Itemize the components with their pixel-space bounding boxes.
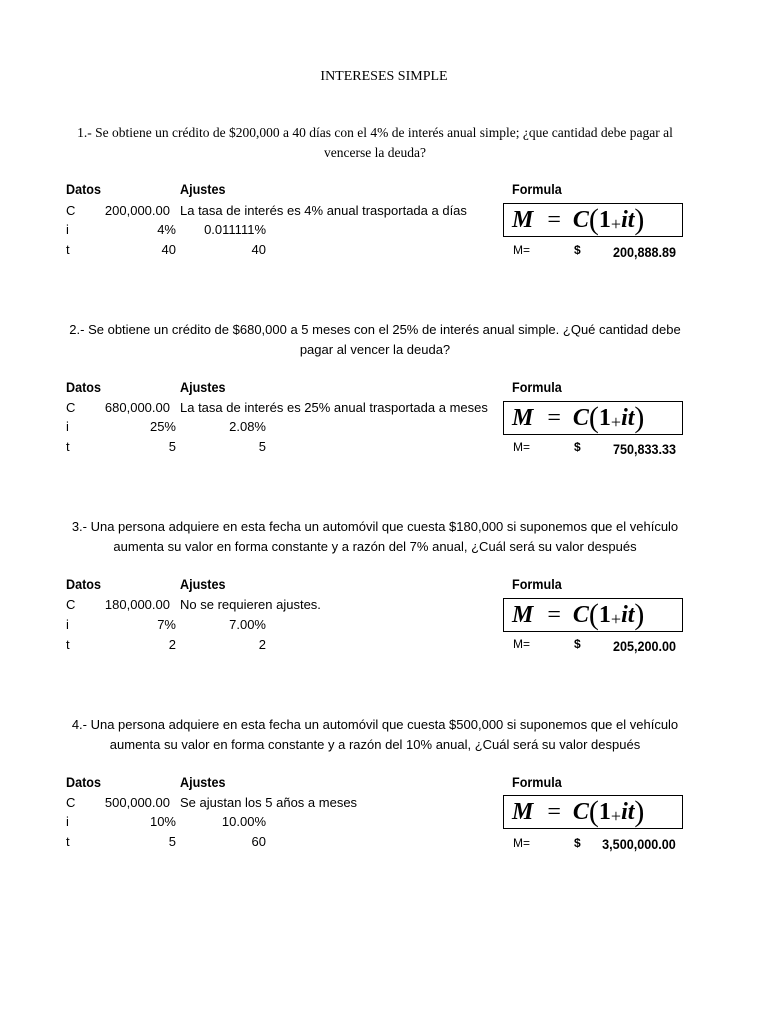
datos-header: Datos	[66, 576, 102, 592]
problem-question: 2.- Se obtiene un crédito de $680,000 a 5 meses con el 25% de interés anual simple. ¿Qué cantidad debe pagar al vencer la deuda?	[69, 322, 681, 357]
formula-equals: =	[547, 207, 561, 233]
row-label: i	[66, 419, 69, 434]
formula-M: M	[512, 207, 534, 233]
row-adjust: 10.00%	[221, 814, 266, 829]
ajustes-header: Ajustes	[180, 181, 226, 197]
formula-one: 1	[598, 799, 611, 825]
row-label: i	[66, 617, 69, 632]
row-value: 200,000.00	[104, 203, 170, 218]
row-adjust: La tasa de interés es 4% anual trasportada a días	[180, 203, 467, 218]
formula-header: Formula	[512, 379, 562, 395]
problem-question: 3.- Una persona adquiere en esta fecha un automóvil que cuesta $180,000 si suponemos que el vehículo aumenta su valor en forma constante y a razón del 7% anual, ¿Cuál será su valor después	[71, 519, 679, 554]
formula-one: 1	[598, 405, 611, 431]
formula-C: C	[572, 207, 589, 233]
formula-it: it	[621, 799, 635, 825]
formula-box: M = C(1+it)	[503, 598, 683, 632]
row-label: i	[66, 814, 69, 829]
row-label: t	[66, 439, 70, 454]
formula-plus: +	[610, 806, 622, 826]
row-label: t	[66, 242, 70, 257]
formula-it: it	[621, 405, 635, 431]
formula-C: C	[572, 602, 589, 628]
row-adjust: Se ajustan los 5 años a meses	[180, 795, 358, 810]
currency-symbol: $	[574, 440, 581, 454]
formula-M: M	[512, 799, 534, 825]
formula-C: C	[572, 799, 589, 825]
formula-plus: +	[610, 412, 622, 432]
row-adjust: La tasa de interés es 25% anual trasportada a meses	[180, 400, 488, 415]
row-label: C	[66, 400, 76, 415]
m-label: M=	[513, 637, 531, 651]
formula-header: Formula	[512, 774, 562, 790]
currency-symbol: $	[574, 836, 581, 850]
result-value: 750,833.33	[612, 441, 676, 457]
row-adjust: 7.00%	[229, 617, 266, 632]
row-adjust: 60	[251, 834, 266, 849]
ajustes-header: Ajustes	[180, 576, 226, 592]
m-label: M=	[513, 243, 531, 257]
formula-it: it	[621, 602, 635, 628]
result-value: 3,500,000.00	[602, 836, 676, 852]
row-value: 7%	[157, 617, 176, 632]
formula-one: 1	[598, 207, 611, 233]
formula-equals: =	[547, 602, 561, 628]
row-label: t	[66, 637, 70, 652]
row-value: 40	[161, 242, 176, 257]
formula-it: it	[621, 207, 635, 233]
formula-M: M	[512, 602, 534, 628]
row-adjust: 2	[258, 637, 266, 652]
formula-equals: =	[547, 405, 561, 431]
page-title: INTERESES SIMPLE	[320, 69, 448, 84]
formula-one: 1	[598, 602, 611, 628]
row-adjust: 0.011111%	[204, 222, 266, 237]
problem-question: 4.- Una persona adquiere en esta fecha un automóvil que cuesta $500,000 si suponemos que el vehículo aumenta su valor en forma constante y a razón del 10% anual, ¿Cuál será su valor después	[71, 717, 679, 752]
result-value: 200,888.89	[612, 244, 676, 260]
row-label: C	[66, 795, 76, 810]
formula-C: C	[572, 405, 589, 431]
row-value: 4%	[157, 222, 176, 237]
datos-header: Datos	[66, 379, 102, 395]
datos-header: Datos	[66, 181, 102, 197]
row-value: 25%	[149, 419, 176, 434]
row-value: 5	[168, 834, 176, 849]
ajustes-header: Ajustes	[180, 774, 226, 790]
row-label: C	[66, 203, 76, 218]
formula-box: M = C(1+it)	[503, 795, 683, 829]
formula-plus: +	[610, 214, 622, 234]
problem-question: 1.- Se obtiene un crédito de $200,000 a 40 días con el 4% de interés anual simple; ¿que cantidad debe pagar al vencerse la deuda?	[77, 125, 673, 160]
row-value: 180,000.00	[104, 597, 170, 612]
formula-plus: +	[610, 609, 622, 629]
result-value: 205,200.00	[612, 638, 676, 654]
formula-M: M	[512, 405, 534, 431]
row-value: 10%	[149, 814, 176, 829]
formula-box: M = C(1+it)	[503, 203, 683, 237]
m-label: M=	[513, 440, 531, 454]
row-value: 680,000.00	[104, 400, 170, 415]
row-adjust: 5	[258, 439, 266, 454]
row-value: 2	[168, 637, 176, 652]
formula-equals: =	[547, 799, 561, 825]
formula-header: Formula	[512, 576, 562, 592]
row-value: 5	[168, 439, 176, 454]
datos-header: Datos	[66, 774, 102, 790]
row-adjust: 40	[251, 242, 266, 257]
ajustes-header: Ajustes	[180, 379, 226, 395]
row-label: i	[66, 222, 69, 237]
row-value: 500,000.00	[104, 795, 170, 810]
currency-symbol: $	[574, 637, 581, 651]
row-label: C	[66, 597, 76, 612]
row-label: t	[66, 834, 70, 849]
m-label: M=	[513, 836, 531, 850]
formula-box: M = C(1+it)	[503, 401, 683, 435]
currency-symbol: $	[574, 243, 581, 257]
formula-header: Formula	[512, 181, 562, 197]
row-adjust: No se requieren ajustes.	[180, 597, 321, 612]
row-adjust: 2.08%	[229, 419, 266, 434]
